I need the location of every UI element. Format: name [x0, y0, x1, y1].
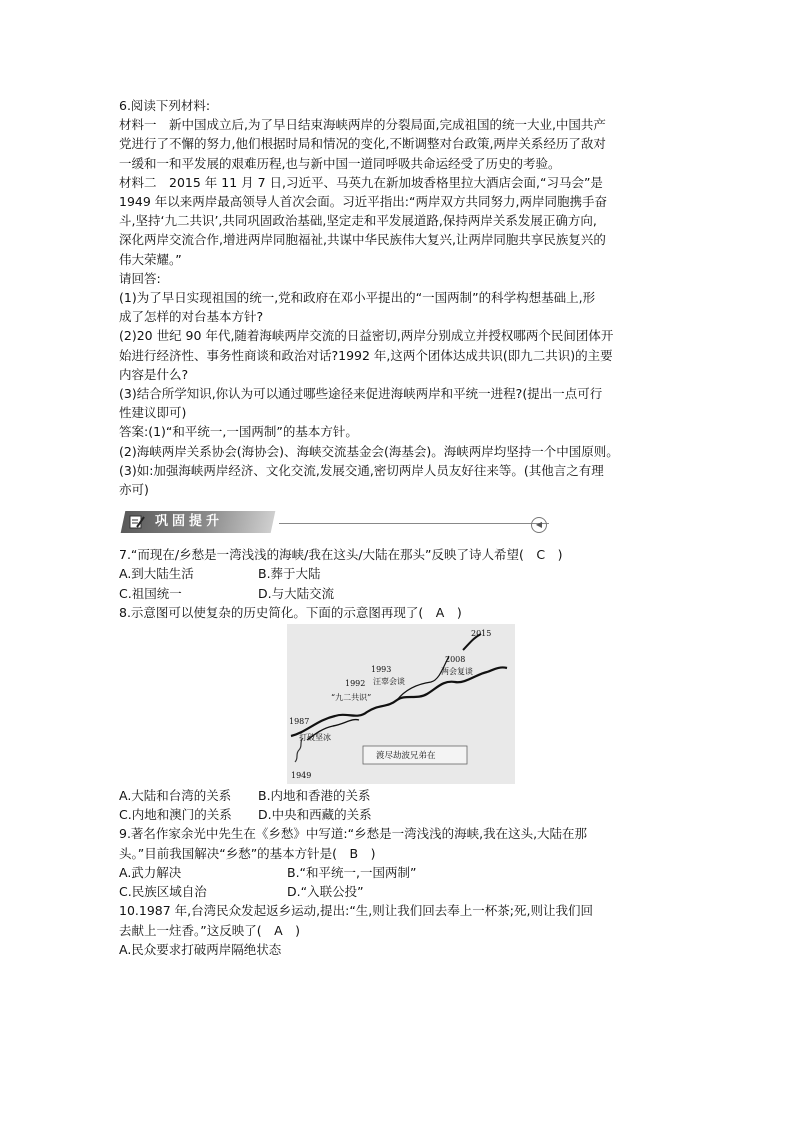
q9-options-row: [119, 882, 679, 901]
banner-divider: [279, 523, 549, 524]
label-1993-text: 汪辜会谈: [373, 677, 405, 687]
q7-option-d: D.与大陆交流: [258, 585, 335, 601]
q10-stem: 10.1987 年,台湾民众发起返乡运动,提出:“生,则让我们回去奉上一杯茶;死,则让我们回: [119, 903, 593, 919]
q6-question-line: 始进行经济性、事务性商谈和政治对话?1992 年,这两个团体达成共识(即九二共识)的主要: [119, 347, 613, 363]
q6-answer-line: (3)如:加强海峡两岸经济、文化交流,发展交通,密切两岸人员友好往来等。(其他言之有理: [119, 462, 604, 478]
q6-answer-line: 答案:(1)“和平统一,一国两制”的基本方针。: [119, 424, 358, 440]
label-2008-text: 两会复谈: [441, 667, 473, 677]
diagram-svg: [287, 624, 515, 784]
q9-option-d: D.“入联公投”: [287, 884, 364, 900]
label-1992: 1992: [345, 679, 366, 689]
q7-stem: 7.“而现在/乡愁是一湾浅浅的海峡/我在这头/大陆在那头”反映了诗人希望( C ): [119, 547, 563, 563]
arrow-left-icon: ◀: [531, 517, 547, 533]
q6-answer-line: 亦可): [119, 482, 149, 498]
q8-option-b: B.内地和香港的关系: [258, 788, 371, 804]
q8-stem: 8.示意图可以使复杂的历史简化。下面的示意图再现了( A ): [119, 604, 462, 620]
q9-option-a: A.武力解决: [119, 864, 182, 880]
q6-title: 6.阅读下列材料:: [119, 98, 211, 113]
label-2015: 2015: [471, 629, 492, 639]
material1-line: 材料一 新中国成立后,为了早日结束海峡两岸的分裂局面,完成祖国的统一大业,中国共产: [119, 117, 606, 133]
q8-options-row: [119, 786, 679, 805]
q8-option-a: A.大陆和台湾的关系: [119, 788, 232, 804]
material2-line: 斗,坚持‘九二共识’,共同巩固政治基础,坚定走和平发展道路,保持两岸关系发展正确方向,: [119, 213, 597, 229]
page-content: [119, 96, 679, 959]
material2-line: 1949 年以来两岸最高领导人首次会面。习近平指出:“两岸双方共同努力,两岸同胞携手奋: [119, 194, 607, 210]
q8-option-d: D.中央和西藏的关系: [258, 807, 372, 823]
q6-question-line: (2)20 世纪 90 年代,随着海峡两岸交流的日益密切,两岸分别成立并授权哪两个民间团体开: [119, 328, 614, 344]
material2-line: 材料二 2015 年 11 月 7 日,习近平、马英九在新加坡香格里拉大酒店会面,“习马会”是: [119, 174, 603, 190]
diagram-caption: 渡尽劫波兄弟在: [376, 751, 436, 762]
q7-option-a: A.到大陆生活: [119, 566, 194, 582]
q6-question-line: 成了怎样的对台基本方针?: [119, 309, 264, 325]
label-1949: 1949: [291, 771, 312, 781]
q9-stem: 头。”目前我国解决“乡愁”的基本方针是( B ): [119, 845, 376, 861]
q9-stem: 9.著名作家余光中先生在《乡愁》中写道:“乡愁是一湾浅浅的海峡,我在这头,大陆在那: [119, 826, 588, 842]
q7-option-c: C.祖国统一: [119, 585, 182, 601]
q6-question-line: 性建议即可): [119, 405, 187, 421]
material2-line: 伟大荣耀。”: [119, 251, 182, 267]
q6-question-line: 内容是什么?: [119, 366, 189, 382]
label-1987-text: 打破坚冰: [299, 733, 331, 743]
q9-option-b: B.“和平统一,一国两制”: [287, 864, 417, 880]
q6-question-line: (1)为了早日实现祖国的统一,党和政府在邓小平提出的“一国两制”的科学构想基础上,形: [119, 290, 596, 306]
label-1987: 1987: [289, 717, 310, 727]
label-1993: 1993: [371, 665, 392, 675]
section-banner: [119, 505, 679, 539]
q7-option-b: B.葬于大陆: [258, 566, 321, 582]
label-1992-text: “九二共识”: [331, 693, 372, 703]
banner-title: 巩固提升: [155, 514, 224, 530]
q6-prompt: 请回答:: [119, 270, 161, 286]
cross-strait-relations-diagram: [287, 624, 515, 784]
q8-options-row: [119, 805, 679, 824]
material2-line: 深化两岸交流合作,增进两岸同胞福祉,共谋中华民族伟大复兴,让两岸同胞共享民族复兴的: [119, 232, 606, 248]
pencil-note-icon: [129, 514, 145, 530]
q9-option-c: C.民族区域自治: [119, 884, 207, 900]
q6-answer-line: (2)海峡两岸关系协会(海协会)、海峡交流基金会(海基会)。海峡两岸均坚持一个中国原则。: [119, 443, 619, 459]
q9-options-row: [119, 863, 679, 882]
material1-line: 一缓和一和平发展的艰难历程,也与新中国一道同呼吸共命运经受了历史的考验。: [119, 155, 561, 171]
label-2008: 2008: [445, 655, 466, 665]
q6-question-line: (3)结合所学知识,你认为可以通过哪些途径来促进海峡两岸和平统一进程?(提出一点可行: [119, 386, 603, 402]
material1-line: 党进行了不懈的努力,他们根据时局和情况的变化,不断调整对台政策,两岸关系经历了敌对: [119, 136, 606, 152]
q10-stem: 去献上一炷香。”这反映了( A ): [119, 922, 301, 938]
q10-option-a: A.民众要求打破两岸隔绝状态: [119, 941, 282, 957]
q8-option-c: C.内地和澳门的关系: [119, 807, 232, 823]
q7-options-row: [119, 564, 679, 583]
q7-options-row: [119, 584, 679, 603]
